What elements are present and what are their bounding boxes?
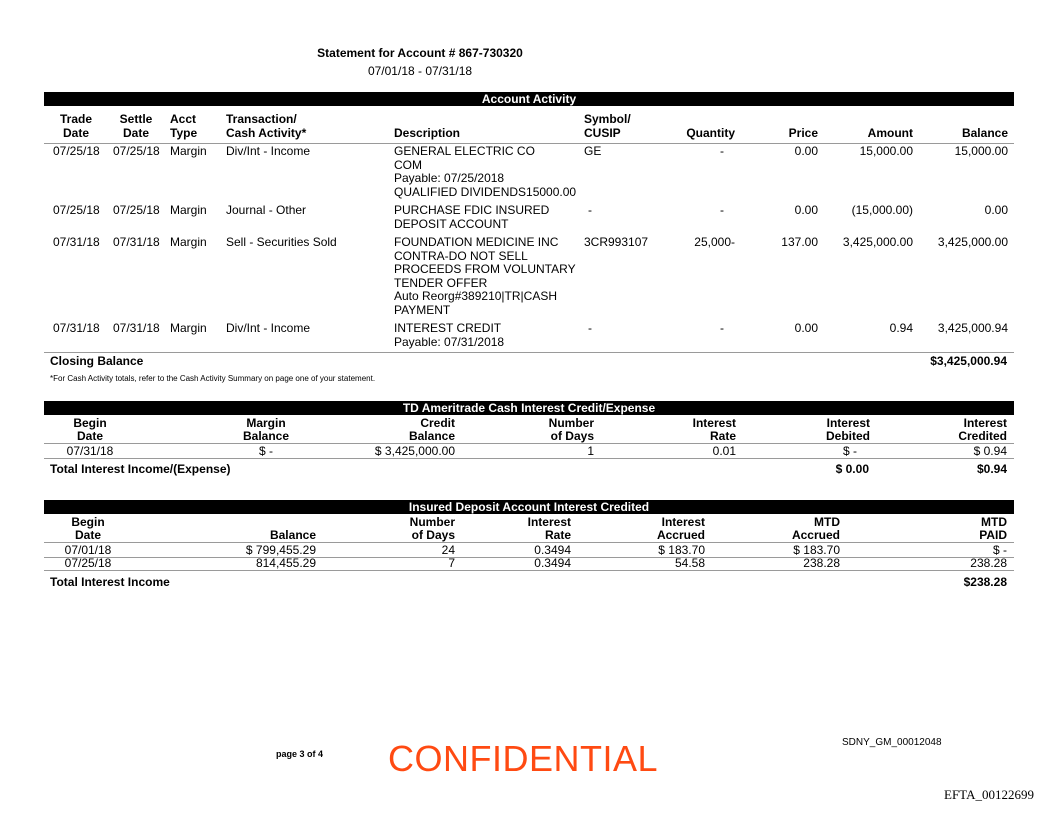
description-line: PROCEEDS FROM VOLUNTARY bbox=[394, 262, 576, 277]
di-col-line: of Days bbox=[411, 528, 455, 542]
ci-col-days bbox=[500, 417, 594, 443]
di-col-mtd-accrued bbox=[740, 516, 840, 542]
col-trade-date-line2: Date bbox=[62, 126, 89, 140]
col-transaction-line2: Cash Activity* bbox=[226, 126, 307, 140]
description-line: INTEREST CREDIT bbox=[394, 321, 502, 335]
description bbox=[394, 236, 584, 318]
col-symbol-line2: CUSIP bbox=[584, 126, 621, 140]
trade-date: 07/31/18 bbox=[53, 321, 100, 335]
description-line: Auto Reorg#389210|TR|CASH bbox=[394, 289, 557, 304]
description-line: QUALIFIED DIVIDENDS15000.00 bbox=[394, 184, 577, 199]
ci-days: 1 bbox=[587, 444, 594, 458]
ci-col-line: of Days bbox=[550, 429, 594, 443]
col-quantity: Quantity bbox=[686, 126, 735, 140]
col-trade-date bbox=[58, 112, 94, 140]
di-begin-date: 07/01/18 bbox=[64, 543, 112, 557]
di-mtd-accrued: 238.28 bbox=[803, 556, 840, 570]
di-begin-date: 07/25/18 bbox=[64, 556, 112, 570]
ci-col-line: Balance bbox=[242, 429, 290, 443]
deposit-interest-header-rule bbox=[44, 542, 1014, 543]
price: 137.00 bbox=[781, 235, 818, 249]
settle-date: 07/25/18 bbox=[113, 203, 160, 217]
col-trade-date-line1: Trade bbox=[59, 112, 92, 126]
di-col-line: Number bbox=[409, 515, 455, 529]
description bbox=[394, 204, 584, 231]
acct-type: Margin bbox=[170, 203, 207, 217]
description-line: CONTRA-DO NOT SELL bbox=[394, 248, 528, 263]
ci-col-rate bbox=[640, 417, 736, 443]
bates-number: SDNY_GM_00012048 bbox=[842, 737, 942, 748]
di-rate: 0.3494 bbox=[534, 543, 571, 557]
trade-date: 07/31/18 bbox=[53, 235, 100, 249]
page-number: page 3 of 4 bbox=[276, 749, 324, 759]
di-col-line: Balance bbox=[269, 528, 316, 542]
transaction: Journal - Other bbox=[226, 203, 307, 217]
closing-balance-value: $3,425,000.94 bbox=[930, 354, 1007, 368]
description bbox=[394, 145, 584, 199]
symbol: - bbox=[588, 203, 592, 217]
settle-date: 07/31/18 bbox=[113, 235, 160, 249]
ci-col-line: Debited bbox=[825, 429, 870, 443]
di-total-value: $238.28 bbox=[963, 575, 1007, 589]
col-price: Price bbox=[788, 126, 818, 140]
di-mtd-paid: $ - bbox=[992, 543, 1007, 557]
col-settle-date-line1: Settle bbox=[119, 112, 153, 126]
quantity: 25,000- bbox=[694, 235, 735, 249]
di-col-mtd-paid bbox=[900, 516, 1007, 542]
col-balance: Balance bbox=[961, 126, 1008, 140]
balance: 3,425,000.94 bbox=[937, 321, 1008, 335]
ci-col-line: Rate bbox=[709, 429, 736, 443]
ci-col-line: Interest bbox=[826, 416, 870, 430]
di-col-line: Date bbox=[74, 528, 101, 542]
di-col-line: PAID bbox=[979, 528, 1007, 542]
settle-date: 07/31/18 bbox=[113, 321, 160, 335]
description-line: COM bbox=[394, 157, 422, 172]
price: 0.00 bbox=[794, 203, 818, 217]
col-transaction bbox=[226, 112, 306, 140]
col-symbol bbox=[584, 112, 631, 140]
balance: 0.00 bbox=[984, 203, 1008, 217]
di-col-line: Begin bbox=[71, 515, 105, 529]
col-acct-type-line1: Acct bbox=[170, 112, 197, 126]
ci-total-debited: $ 0.00 bbox=[835, 462, 869, 476]
di-accrued: 54.58 bbox=[674, 556, 705, 570]
di-balance: 814,455.29 bbox=[255, 556, 316, 570]
description-line: PAYMENT bbox=[394, 302, 451, 317]
description-line: TENDER OFFER bbox=[394, 275, 488, 290]
ci-debited: $ - bbox=[842, 444, 857, 458]
price: 0.00 bbox=[794, 321, 818, 335]
di-days: 24 bbox=[441, 543, 455, 557]
di-mtd-paid: 238.28 bbox=[970, 556, 1007, 570]
di-col-line: Interest bbox=[527, 515, 571, 529]
di-col-balance bbox=[216, 516, 316, 542]
description-line: PURCHASE FDIC INSURED bbox=[394, 203, 550, 217]
ci-credit-balance: $ 3,425,000.00 bbox=[374, 444, 455, 458]
col-symbol-line1: Symbol/ bbox=[584, 112, 631, 126]
description-line: Payable: 07/25/2018 bbox=[394, 171, 505, 186]
ci-col-credited bbox=[900, 417, 1007, 443]
ci-col-line: Number bbox=[548, 416, 594, 430]
acct-type: Margin bbox=[170, 235, 207, 249]
amount: 3,425,000.00 bbox=[842, 235, 913, 249]
di-col-line: MTD bbox=[981, 515, 1007, 529]
di-col-line: Interest bbox=[661, 515, 705, 529]
deposit-interest-bar: Insured Deposit Account Interest Credited bbox=[44, 500, 1014, 514]
acct-type: Margin bbox=[170, 144, 207, 158]
cash-interest-bar: TD Ameritrade Cash Interest Credit/Expense bbox=[44, 401, 1014, 415]
di-days: 7 bbox=[448, 556, 455, 570]
di-balance: $ 799,455.29 bbox=[245, 543, 316, 557]
deposit-interest-end-rule bbox=[44, 570, 1014, 571]
ci-col-line: Begin bbox=[73, 416, 107, 430]
ci-col-line: Margin bbox=[246, 416, 286, 430]
di-col-accrued bbox=[605, 516, 705, 542]
di-accrued: $ 183.70 bbox=[658, 543, 705, 557]
trade-date: 07/25/18 bbox=[53, 203, 100, 217]
ci-col-line: Credited bbox=[958, 429, 1007, 443]
statement-title: Statement for Account # 867-730320 bbox=[317, 46, 523, 60]
closing-rule bbox=[44, 352, 1014, 353]
di-total-label: Total Interest Income bbox=[50, 575, 170, 589]
acct-type: Margin bbox=[170, 321, 207, 335]
cash-activity-note: *For Cash Activity totals, refer to the Cash Activity Summary on page one of your statement. bbox=[50, 374, 376, 383]
ci-rate: 0.01 bbox=[712, 444, 736, 458]
di-col-days bbox=[355, 516, 455, 542]
col-transaction-line1: Transaction/ bbox=[226, 112, 297, 126]
ci-total-credited: $0.94 bbox=[976, 462, 1007, 476]
di-col-begin-date bbox=[58, 516, 118, 542]
symbol: GE bbox=[584, 144, 602, 158]
ci-total-label: Total Interest Income/(Expense) bbox=[50, 462, 231, 476]
di-col-line: MTD bbox=[814, 515, 840, 529]
di-col-line: Accrued bbox=[656, 528, 705, 542]
description bbox=[394, 322, 584, 349]
col-acct-type bbox=[170, 112, 197, 140]
ci-col-debited bbox=[770, 417, 870, 443]
symbol: - bbox=[588, 321, 592, 335]
quantity: - bbox=[720, 321, 724, 335]
di-col-line: Accrued bbox=[791, 528, 840, 542]
ci-col-line: Balance bbox=[408, 429, 455, 443]
ci-col-margin-balance bbox=[226, 417, 306, 443]
symbol: 3CR993107 bbox=[584, 235, 649, 249]
col-settle-date bbox=[117, 112, 155, 140]
price: 0.00 bbox=[794, 144, 818, 158]
transaction: Sell - Securities Sold bbox=[226, 235, 337, 249]
quantity: - bbox=[720, 203, 724, 217]
cash-interest-header-rule bbox=[44, 443, 1014, 444]
trade-date: 07/25/18 bbox=[53, 144, 100, 158]
di-rate: 0.3494 bbox=[534, 556, 571, 570]
transaction: Div/Int - Income bbox=[226, 144, 311, 158]
ci-col-begin-date bbox=[60, 417, 120, 443]
statement-period: 07/01/18 - 07/31/18 bbox=[367, 64, 473, 78]
col-description: Description bbox=[394, 126, 461, 140]
di-mtd-accrued: $ 183.70 bbox=[793, 543, 840, 557]
col-acct-type-line2: Type bbox=[170, 126, 198, 140]
ci-credited: $ 0.94 bbox=[973, 444, 1007, 458]
quantity: - bbox=[720, 144, 724, 158]
description-line: Payable: 07/31/2018 bbox=[394, 334, 505, 349]
settle-date: 07/25/18 bbox=[113, 144, 160, 158]
amount: 0.94 bbox=[889, 321, 913, 335]
ci-col-line: Date bbox=[76, 429, 103, 443]
account-activity-bar: Account Activity bbox=[44, 92, 1014, 106]
ci-col-credit-balance bbox=[355, 417, 455, 443]
ci-begin-date: 07/31/18 bbox=[66, 444, 114, 458]
ci-margin-balance: $ - bbox=[258, 444, 273, 458]
col-settle-date-line2: Date bbox=[122, 126, 149, 140]
cash-interest-row-rule bbox=[44, 458, 1014, 459]
description-line: FOUNDATION MEDICINE INC bbox=[394, 235, 559, 249]
ci-col-line: Interest bbox=[692, 416, 736, 430]
ci-col-line: Credit bbox=[420, 416, 455, 430]
description-line: DEPOSIT ACCOUNT bbox=[394, 216, 509, 231]
description-line: GENERAL ELECTRIC CO bbox=[394, 144, 535, 158]
confidential-stamp: CONFIDENTIAL bbox=[388, 738, 659, 779]
di-col-rate bbox=[470, 516, 571, 542]
amount: (15,000.00) bbox=[851, 203, 913, 217]
ci-col-line: Interest bbox=[963, 416, 1007, 430]
col-amount: Amount bbox=[867, 126, 913, 140]
transaction: Div/Int - Income bbox=[226, 321, 311, 335]
efta-number: EFTA_00122699 bbox=[944, 787, 1034, 802]
amount: 15,000.00 bbox=[859, 144, 913, 158]
di-col-line: Rate bbox=[544, 528, 571, 542]
balance: 15,000.00 bbox=[954, 144, 1008, 158]
closing-balance-label: Closing Balance bbox=[50, 354, 144, 368]
balance: 3,425,000.00 bbox=[937, 235, 1008, 249]
